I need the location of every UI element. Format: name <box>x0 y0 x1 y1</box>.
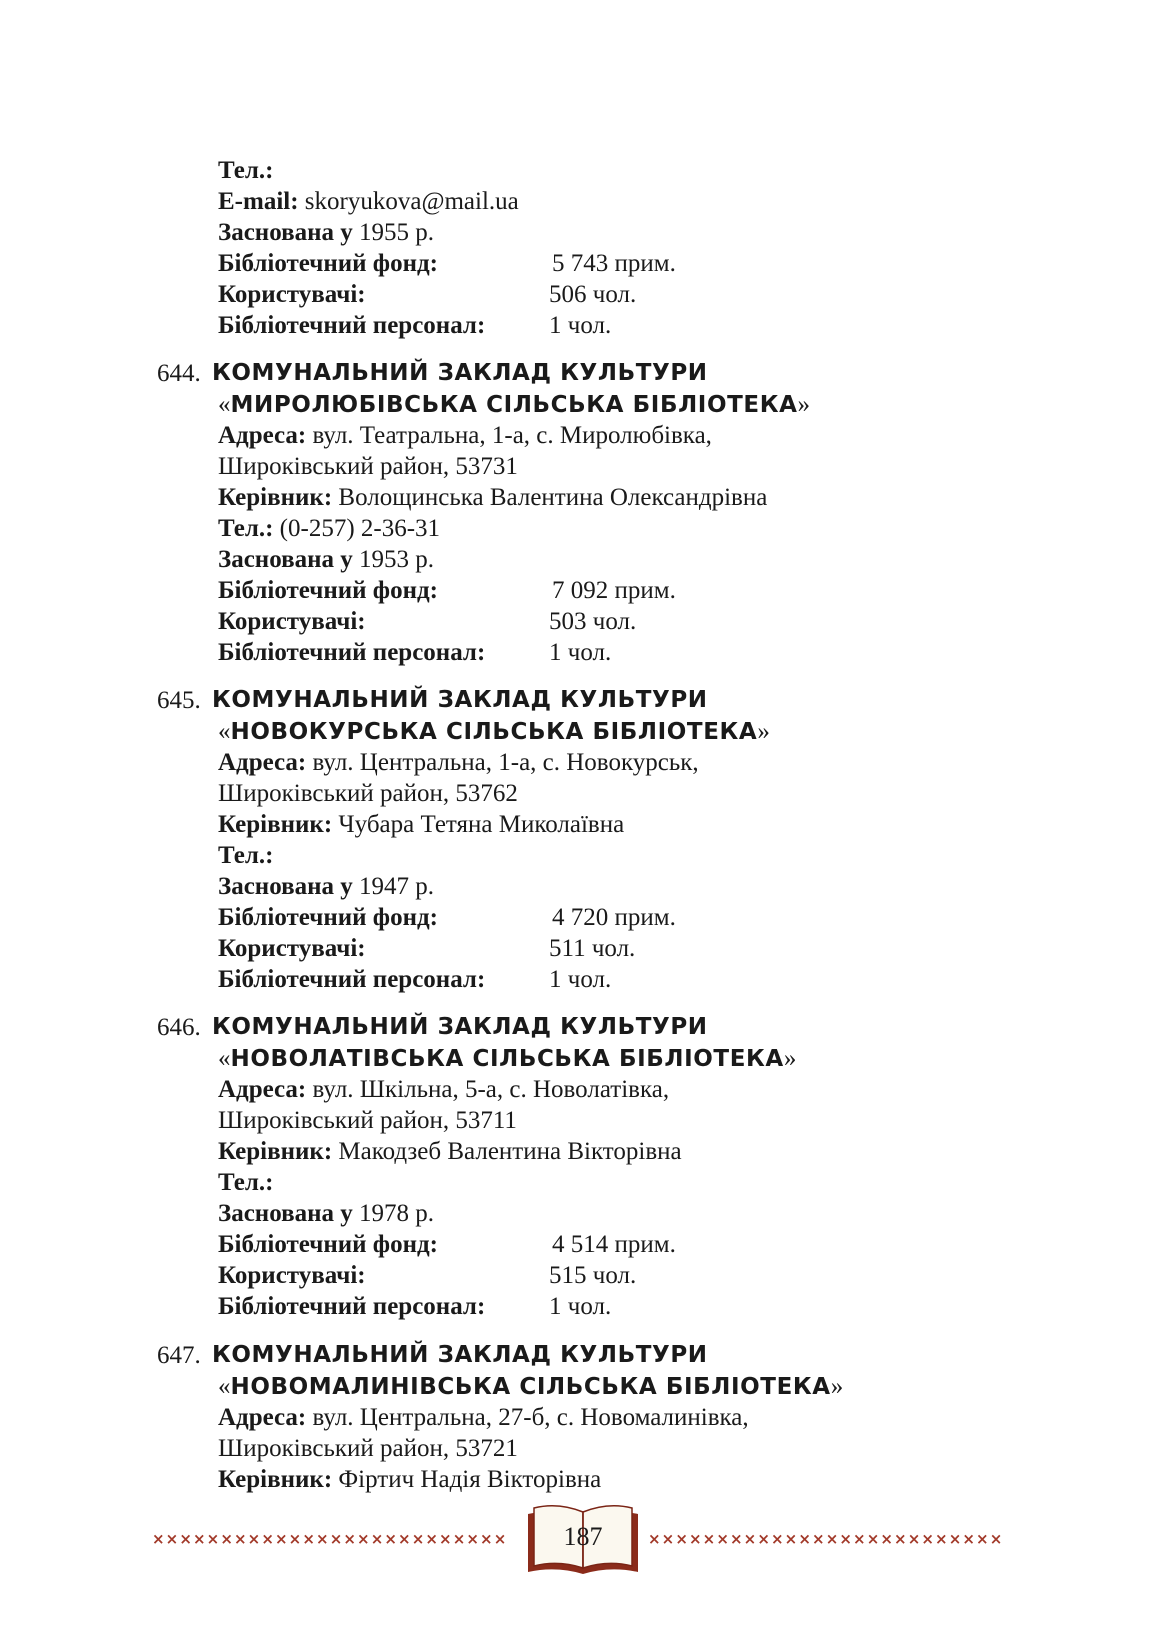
staff-value: 1 чол. <box>549 1293 612 1320</box>
address-line <box>218 1402 749 1433</box>
entry-title-line2: «НОВОМАЛИНІВСЬКА СІЛЬСЬКА БІБЛІОТЕКА» <box>218 1373 844 1400</box>
founded-label: Заснована у <box>218 873 353 900</box>
entry-title-line2: «НОВОКУРСЬКА СІЛЬСЬКА БІБЛІОТЕКА» <box>218 718 770 745</box>
entry-library-name: МИРОЛЮБІВСЬКА СІЛЬСЬКА БІБЛІОТЕКА <box>230 392 798 418</box>
staff-label: Бібліотечний персонал: <box>218 639 486 666</box>
founded-value: 1978 р. <box>358 1200 434 1227</box>
users-value: 511 чол. <box>549 935 636 962</box>
staff-label: Бібліотечний персонал: <box>218 1293 486 1320</box>
entry-number: 646. <box>157 1014 201 1041</box>
address-line <box>218 747 699 778</box>
entry-library-name: НОВОМАЛИНІВСЬКА СІЛЬСЬКА БІБЛІОТЕКА <box>230 1374 831 1400</box>
head-label: Керівник: <box>218 811 333 838</box>
users-label: Користувачі: <box>218 608 366 635</box>
head-value: Чубара Тетяна Миколаївна <box>338 811 625 838</box>
founded-line <box>218 217 434 248</box>
staff-value: 1 чол. <box>549 966 612 993</box>
founded-value: 1947 р. <box>358 873 434 900</box>
head-label: Керівник: <box>218 1138 333 1165</box>
email-line <box>218 186 519 217</box>
email-value: skoryukova@mail.ua <box>304 188 519 215</box>
head-value: Макодзеб Валентина Вікторівна <box>338 1138 682 1165</box>
fund-value: 7 092 прим. <box>552 577 676 604</box>
fund-label: Бібліотечний фонд: <box>218 904 438 931</box>
entry-number: 645. <box>157 687 201 714</box>
head-label: Керівник: <box>218 1466 333 1493</box>
head-value: Фіртич Надія Вікторівна <box>338 1466 602 1493</box>
head-line <box>218 482 767 513</box>
founded-label: Заснована у <box>218 219 353 246</box>
entry-title-line2: «МИРОЛЮБІВСЬКА СІЛЬСЬКА БІБЛІОТЕКА» <box>218 391 811 418</box>
fund-value: 4 720 прим. <box>552 904 676 931</box>
address-label: Адреса: <box>218 1076 307 1103</box>
page-number: 187 <box>563 1522 603 1551</box>
founded-label: Заснована у <box>218 546 353 573</box>
address-label: Адреса: <box>218 749 307 776</box>
tel-value: (0-257) 2-36-31 <box>279 515 441 542</box>
staff-label: Бібліотечний персонал: <box>218 312 486 339</box>
address-line2: Широківський район, 53762 <box>218 780 518 807</box>
entry-library-name: НОВОКУРСЬКА СІЛЬСЬКА БІБЛІОТЕКА <box>230 719 758 745</box>
address-value: вул. Шкільна, 5-а, с. Новолатівка, <box>312 1076 670 1103</box>
tel-label: Тел.: <box>218 515 274 542</box>
tel-line <box>218 840 273 871</box>
staff-value: 1 чол. <box>549 639 612 666</box>
entry-title-line1: КОМУНАЛЬНИЙ ЗАКЛАД КУЛЬТУРИ <box>212 1342 708 1368</box>
ornament-right: ×××××××××××××××××××××××××× <box>648 1530 1004 1548</box>
address-line <box>218 420 712 451</box>
fund-value: 4 514 прим. <box>552 1231 676 1258</box>
tel-line <box>218 155 273 186</box>
address-value: вул. Центральна, 1-а, с. Новокурськ, <box>312 749 699 776</box>
address-line2: Широківський район, 53721 <box>218 1435 518 1462</box>
staff-label: Бібліотечний персонал: <box>218 966 486 993</box>
staff-value: 1 чол. <box>549 312 612 339</box>
address-line <box>218 1074 669 1105</box>
founded-label: Заснована у <box>218 1200 353 1227</box>
users-value: 506 чол. <box>549 281 637 308</box>
founded-value: 1953 р. <box>358 546 434 573</box>
users-label: Користувачі: <box>218 281 366 308</box>
address-line2: Широківський район, 53731 <box>218 453 518 480</box>
entry-title-line1: КОМУНАЛЬНИЙ ЗАКЛАД КУЛЬТУРИ <box>212 360 708 386</box>
address-line2: Широківський район, 53711 <box>218 1107 517 1134</box>
head-line <box>218 1136 682 1167</box>
entry-library-name: НОВОЛАТІВСЬКА СІЛЬСЬКА БІБЛІОТЕКА <box>230 1046 784 1072</box>
email-label: E-mail: <box>218 188 299 215</box>
users-value: 503 чол. <box>549 608 637 635</box>
entry-title-line2: «НОВОЛАТІВСЬКА СІЛЬСЬКА БІБЛІОТЕКА» <box>218 1045 797 1072</box>
fund-label: Бібліотечний фонд: <box>218 1231 438 1258</box>
users-label: Користувачі: <box>218 1262 366 1289</box>
entry-number: 647. <box>157 1342 201 1369</box>
head-line <box>218 809 624 840</box>
address-label: Адреса: <box>218 422 307 449</box>
tel-label: Тел.: <box>218 1169 274 1196</box>
founded-value: 1955 р. <box>358 219 434 246</box>
head-value: Волощинська Валентина Олександрівна <box>338 484 768 511</box>
founded-line <box>218 544 434 575</box>
entry-title-line1: КОМУНАЛЬНИЙ ЗАКЛАД КУЛЬТУРИ <box>212 687 708 713</box>
founded-line <box>218 871 434 902</box>
founded-line <box>218 1198 434 1229</box>
address-value: вул. Театральна, 1-а, с. Миролюбівка, <box>312 422 712 449</box>
ornament-left: ×××××××××××××××××××××××××× <box>152 1530 508 1548</box>
fund-value: 5 743 прим. <box>552 250 676 277</box>
tel-label: Тел.: <box>218 842 274 869</box>
users-value: 515 чол. <box>549 1262 637 1289</box>
tel-line <box>218 1167 273 1198</box>
entry-title-line1: КОМУНАЛЬНИЙ ЗАКЛАД КУЛЬТУРИ <box>212 1014 708 1040</box>
tel-label: Тел.: <box>218 157 274 184</box>
address-label: Адреса: <box>218 1404 307 1431</box>
tel-line <box>218 513 440 544</box>
users-label: Користувачі: <box>218 935 366 962</box>
entry-number: 644. <box>157 360 201 387</box>
address-value: вул. Центральна, 27-б, с. Новомалинівка, <box>312 1404 749 1431</box>
page-footer <box>0 1500 1164 1580</box>
head-line <box>218 1464 601 1495</box>
fund-label: Бібліотечний фонд: <box>218 577 438 604</box>
fund-label: Бібліотечний фонд: <box>218 250 438 277</box>
head-label: Керівник: <box>218 484 333 511</box>
